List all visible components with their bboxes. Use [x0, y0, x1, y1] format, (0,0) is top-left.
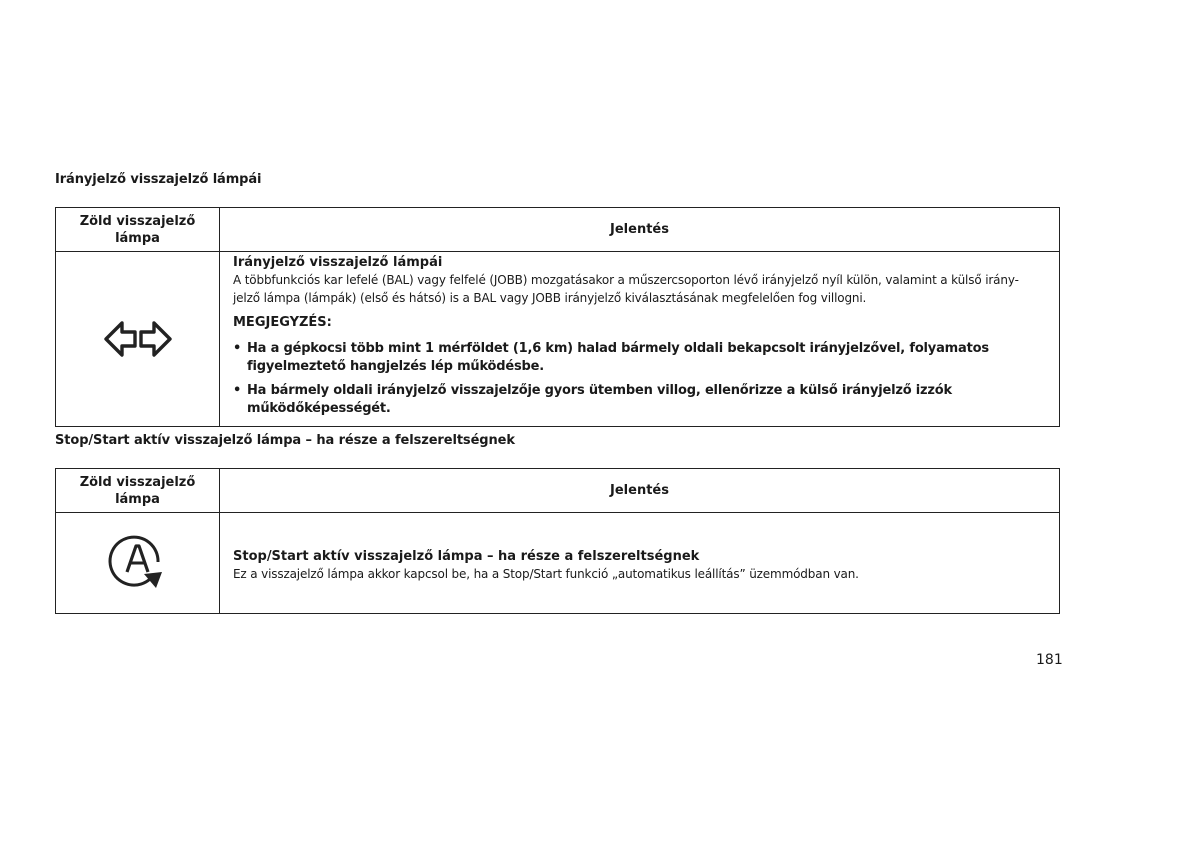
description-title: Stop/Start aktív visszajelző lámpa – ha része a felszereltségnek — [233, 549, 700, 564]
icon-cell — [56, 252, 220, 427]
description-text: A többfunkciós kar lefelé (BAL) vagy felfelé (JOBB) mozgatásakor a műszercsoporton lévő irányjelző nyíl külön, valamint a külső irány-jelző lámpa (lámpák) (első és hátsó) is a BAL vagy JOBB irányjelző kiválasztásának megfelelően fog villogni. — [233, 272, 1019, 305]
table-header-row — [56, 208, 1060, 252]
stop-start-table — [55, 468, 1060, 614]
description-cell — [220, 252, 1060, 427]
icon-cell — [56, 513, 220, 614]
page-number: 181 — [1036, 652, 1063, 668]
column-header-lamp: Zöld visszajelző lámpa — [56, 208, 220, 252]
description-title: Irányjelző visszajelző lámpái — [233, 254, 443, 270]
table-header-row — [56, 469, 1060, 513]
table-row — [56, 252, 1060, 427]
section-heading-turn-signal: Irányjelző visszajelző lámpái — [55, 172, 262, 187]
column-header-lamp: Zöld visszajelző lámpa — [56, 469, 220, 513]
note-item: • Ha a gépkocsi több mint 1 mérföldet (1,6 km) halad bármely oldali bekapcsolt irányjelzővel, folyamatos figyelmeztető hangjelzés lép működésbe. — [233, 340, 989, 374]
turn-signal-table — [55, 207, 1060, 427]
description-cell — [220, 513, 1060, 614]
description-text: Ez a visszajelző lámpa akkor kapcsol be, ha a Stop/Start funkció „automatikus leállítás” üzemmódban van. — [233, 567, 859, 581]
note-title: MEGJEGYZÉS: — [233, 314, 332, 330]
stop-start-auto-icon — [106, 534, 170, 592]
column-header-meaning: Jelentés — [220, 208, 1060, 252]
note-list — [233, 340, 1045, 418]
table-row — [56, 513, 1060, 614]
section-heading-stop-start: Stop/Start aktív visszajelző lámpa – ha része a felszereltségnek — [55, 433, 515, 448]
note-item: • Ha bármely oldali irányjelző visszajelzője gyors ütemben villog, ellenőrizze a külső irányjelző izzók működőképességét. — [233, 382, 952, 416]
turn-signal-arrows-icon — [104, 319, 172, 359]
column-header-meaning: Jelentés — [220, 469, 1060, 513]
